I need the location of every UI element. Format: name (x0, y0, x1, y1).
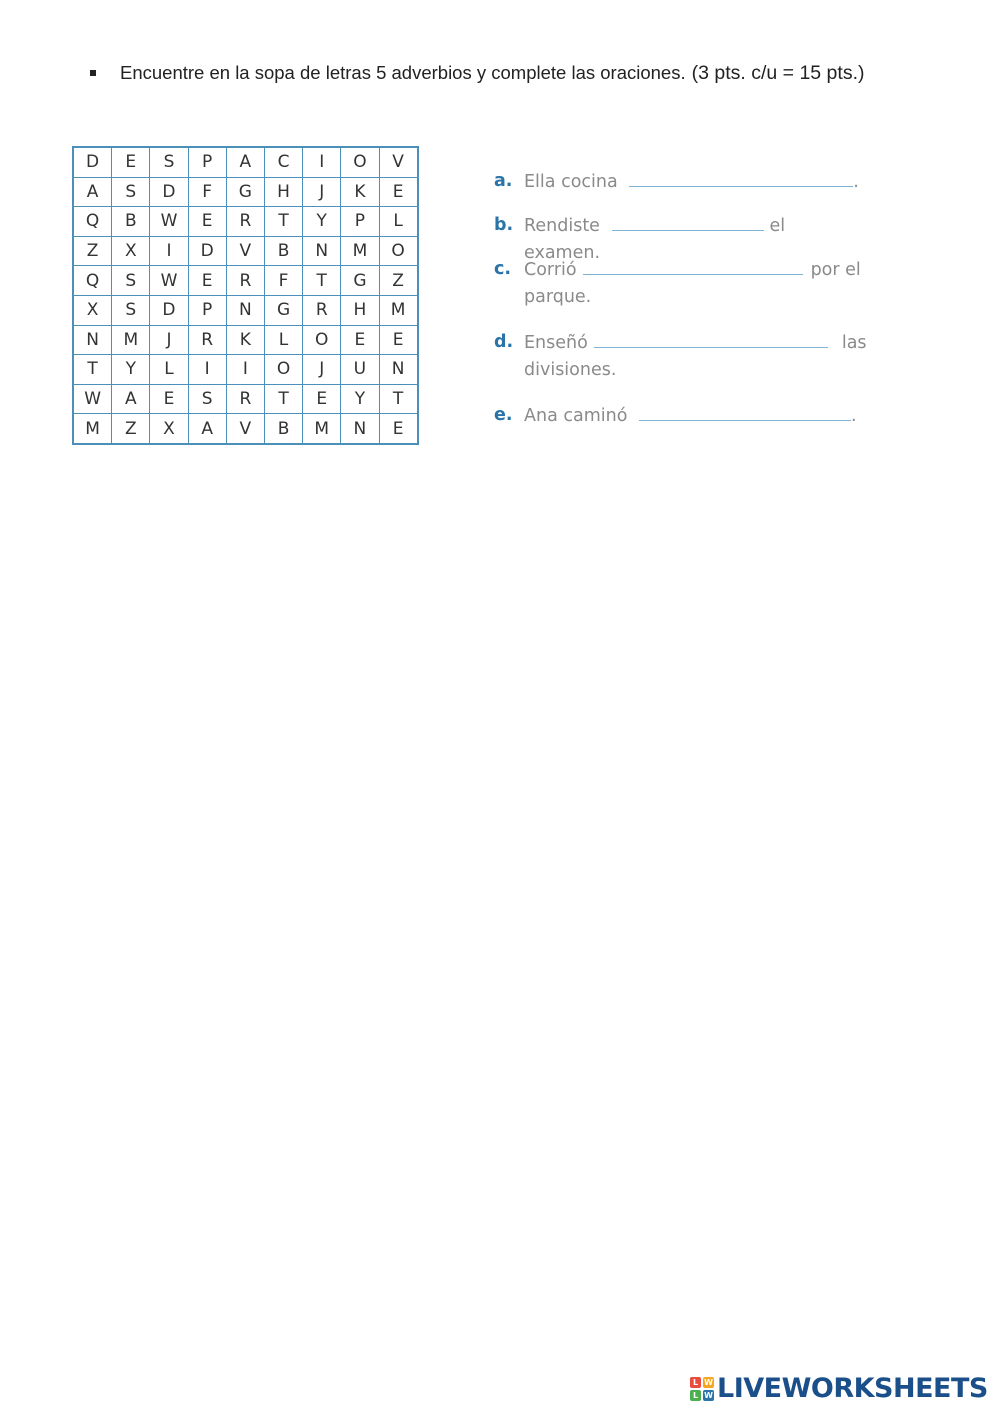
instruction-points: (3 pts. c/u = 15 pts.) (691, 62, 865, 84)
liveworksheets-logo (690, 1373, 988, 1404)
grid-cell[interactable]: O (379, 236, 418, 266)
sentence-a (494, 168, 866, 196)
grid-cell[interactable]: Z (73, 236, 112, 266)
grid-cell[interactable]: U (341, 355, 379, 385)
grid-cell[interactable]: T (264, 207, 302, 237)
grid-cell[interactable]: S (188, 384, 226, 414)
answer-blank-a[interactable] (629, 168, 853, 187)
grid-cell[interactable]: O (264, 355, 302, 385)
grid-cell[interactable]: T (264, 384, 302, 414)
grid-cell[interactable]: Z (112, 414, 150, 444)
grid-cell[interactable]: T (73, 355, 112, 385)
sentence-text: Ana caminó (524, 406, 628, 426)
grid-cell[interactable]: W (150, 266, 188, 296)
grid-cell[interactable]: C (264, 147, 302, 177)
grid-cell[interactable]: R (226, 384, 264, 414)
grid-cell[interactable]: M (341, 236, 379, 266)
grid-cell[interactable]: D (188, 236, 226, 266)
grid-row (73, 266, 418, 296)
grid-cell[interactable]: X (112, 236, 150, 266)
sentence-e (494, 402, 866, 430)
grid-cell[interactable]: X (73, 295, 112, 325)
sentence-d (494, 329, 866, 384)
grid-cell[interactable]: N (341, 414, 379, 444)
grid-cell[interactable]: S (112, 295, 150, 325)
grid-cell[interactable]: G (341, 266, 379, 296)
sentence-text: Enseñó (524, 333, 588, 353)
grid-cell[interactable]: P (188, 147, 226, 177)
grid-cell[interactable]: B (112, 207, 150, 237)
sentence-end: las (841, 333, 867, 353)
grid-cell[interactable]: Y (112, 355, 150, 385)
grid-cell[interactable]: N (226, 295, 264, 325)
grid-cell[interactable]: E (341, 325, 379, 355)
grid-cell[interactable]: I (226, 355, 264, 385)
grid-cell[interactable]: G (264, 295, 302, 325)
word-search-grid (72, 146, 419, 445)
sentence-text: Ella cocina (524, 172, 618, 192)
logo-mark-tile: L (690, 1390, 701, 1401)
grid-cell[interactable]: D (150, 177, 188, 207)
sentence-c (494, 256, 866, 311)
grid-cell[interactable]: M (112, 325, 150, 355)
grid-cell[interactable]: E (150, 384, 188, 414)
grid-cell[interactable]: T (379, 384, 418, 414)
grid-row (73, 355, 418, 385)
grid-cell[interactable]: E (112, 147, 150, 177)
grid-cell[interactable]: O (303, 325, 341, 355)
sentence-end: . (853, 172, 859, 192)
logo-text: LIVEWORKSHEETS (717, 1373, 988, 1404)
sentence-letter: c. (494, 259, 512, 279)
grid-cell[interactable]: W (73, 384, 112, 414)
grid-cell[interactable]: T (303, 266, 341, 296)
grid-cell[interactable]: Y (341, 384, 379, 414)
grid-cell[interactable]: R (303, 295, 341, 325)
grid-row (73, 147, 418, 177)
grid-cell[interactable]: J (303, 355, 341, 385)
grid-row (73, 414, 418, 444)
grid-cell[interactable]: P (188, 295, 226, 325)
grid-cell[interactable]: Z (379, 266, 418, 296)
grid-cell[interactable]: N (73, 325, 112, 355)
sentence-end: por el (810, 260, 861, 280)
grid-cell[interactable]: N (379, 355, 418, 385)
grid-cell[interactable]: B (264, 236, 302, 266)
grid-cell[interactable]: O (341, 147, 379, 177)
grid-cell[interactable]: F (264, 266, 302, 296)
grid-cell[interactable]: Q (73, 266, 112, 296)
grid-cell[interactable]: D (73, 147, 112, 177)
logo-mark-icon (690, 1377, 714, 1401)
grid-cell[interactable]: A (73, 177, 112, 207)
logo-mark-tile: L (690, 1377, 701, 1388)
grid-cell[interactable]: A (226, 147, 264, 177)
grid-cell[interactable]: V (226, 236, 264, 266)
sentence-letter: b. (494, 215, 514, 235)
grid-cell[interactable]: K (226, 325, 264, 355)
grid-cell[interactable]: S (112, 177, 150, 207)
grid-row (73, 207, 418, 237)
grid-row (73, 177, 418, 207)
grid-cell[interactable]: I (303, 147, 341, 177)
grid-cell[interactable]: F (188, 177, 226, 207)
grid-row (73, 325, 418, 355)
instruction (90, 62, 970, 85)
grid-cell[interactable]: M (379, 295, 418, 325)
grid-cell[interactable]: S (150, 147, 188, 177)
grid-cell[interactable]: J (303, 177, 341, 207)
grid-cell[interactable]: Q (73, 207, 112, 237)
grid-row (73, 236, 418, 266)
grid-cell[interactable]: Y (303, 207, 341, 237)
grid-cell[interactable]: G (226, 177, 264, 207)
sentence-letter: a. (494, 171, 513, 191)
grid-cell[interactable]: R (226, 207, 264, 237)
grid-cell[interactable]: L (264, 325, 302, 355)
grid-cell[interactable]: E (379, 325, 418, 355)
bullet-icon (90, 70, 96, 76)
grid-cell[interactable]: J (150, 325, 188, 355)
grid-cell[interactable]: S (112, 266, 150, 296)
answer-blank-d[interactable] (594, 329, 828, 348)
logo-mark-tile: W (704, 1390, 713, 1400)
grid-cell[interactable]: E (303, 384, 341, 414)
grid-cell[interactable]: X (150, 414, 188, 444)
sentence-letter: d. (494, 332, 514, 352)
grid-cell[interactable]: A (112, 384, 150, 414)
grid-cell[interactable]: H (341, 295, 379, 325)
sentence-letter: e. (494, 405, 513, 425)
grid-row (73, 384, 418, 414)
sentence-continuation: parque. (524, 287, 592, 307)
grid-cell[interactable]: B (264, 414, 302, 444)
grid-cell[interactable]: K (341, 177, 379, 207)
sentence-end: el examen. (524, 216, 786, 263)
grid-cell[interactable]: M (73, 414, 112, 444)
sentence-text: Rendiste (524, 216, 600, 236)
grid-cell[interactable]: R (188, 325, 226, 355)
grid-cell[interactable]: H (264, 177, 302, 207)
grid-row (73, 295, 418, 325)
grid-cell[interactable]: V (226, 414, 264, 444)
grid-cell[interactable]: D (150, 295, 188, 325)
grid-cell[interactable]: E (188, 207, 226, 237)
grid-cell[interactable]: L (379, 207, 418, 237)
grid-cell[interactable]: R (226, 266, 264, 296)
answer-blank-e[interactable] (639, 402, 851, 421)
grid-cell[interactable]: E (188, 266, 226, 296)
grid-cell[interactable]: I (188, 355, 226, 385)
grid-cell[interactable]: A (188, 414, 226, 444)
grid-cell[interactable]: L (150, 355, 188, 385)
grid-cell[interactable]: M (303, 414, 341, 444)
grid-cell[interactable]: W (150, 207, 188, 237)
logo-mark-tile: W (704, 1377, 713, 1387)
grid-cell[interactable]: E (379, 177, 418, 207)
grid-cell[interactable]: E (379, 414, 418, 444)
instruction-text: Encuentre en la sopa de letras 5 adverbios y complete las oraciones. (120, 62, 686, 83)
sentence-continuation: divisiones. (524, 360, 617, 380)
grid-cell[interactable]: P (341, 207, 379, 237)
grid-cell[interactable]: I (150, 236, 188, 266)
sentence-text: Corrió (524, 260, 577, 280)
answer-blank-c[interactable] (583, 256, 803, 275)
sentence-end: . (850, 406, 857, 426)
grid-cell[interactable]: V (379, 147, 418, 177)
answer-blank-b[interactable] (612, 212, 764, 231)
grid-cell[interactable]: N (303, 236, 341, 266)
